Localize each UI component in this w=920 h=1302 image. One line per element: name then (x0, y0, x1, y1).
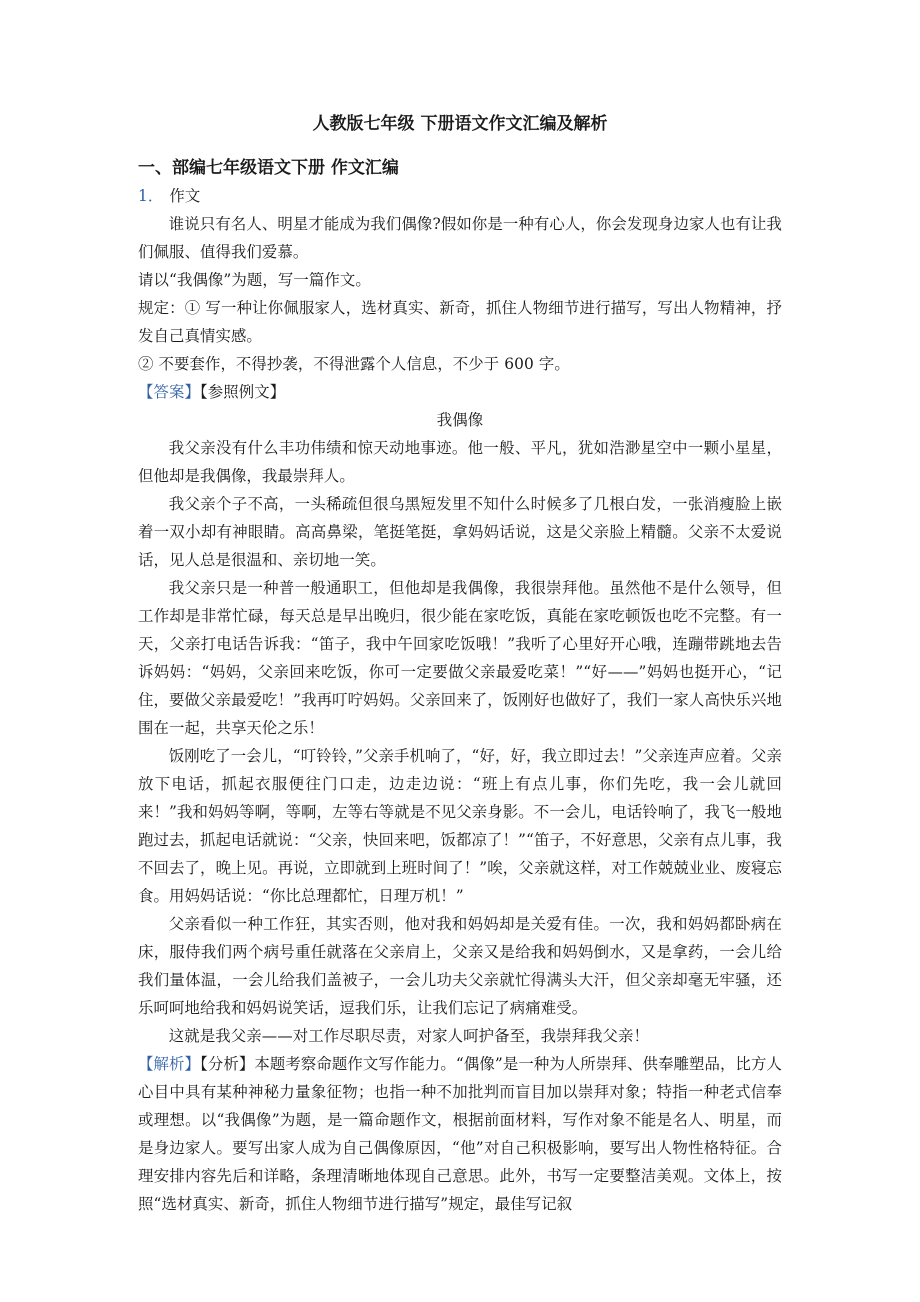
answer-labels (138, 378, 782, 406)
essay-paragraph: 我父亲只是一种普一般通职工，但他却是我偶像，我很崇拜他。虽然他不是什么领导，但工作却是非常忙碌，每天总是早出晚归，很少能在家吃饭，真能在家吃顿饭也吃不完整。有一天，父亲打电话告诉我：“笛子，我中午回家吃饭哦！”我听了心里好开心哦，连蹦带跳地去告诉妈妈：“妈妈，父亲回来吃饭，你可一定要做父亲最爱吃菜！”“好——”妈妈也挺开心，“记住，要做父亲最爱吃！”我再叮咛妈妈。父亲回来了，饭刚好也做好了，我们一家人高快乐兴地围在一起，共享天伦之乐！ (138, 579, 782, 737)
document-title: 人教版七年级 下册语文作文汇编及解析 (312, 114, 608, 134)
question-rule-2: ② 不要套作，不得抄袭，不得泄露个人信息，不少于 600 字。 (138, 355, 570, 373)
question-number: 1． (138, 187, 164, 205)
essay-title: 我偶像 (436, 411, 484, 429)
question-instruction: 请以“我偶像”为题，写一篇作文。 (138, 271, 371, 289)
essay-paragraph: 饭刚吃了一会儿，“叮铃铃，”父亲手机响了，“好，好，我立即过去！”父亲连声应着。父亲放下电话，抓起衣服便往门口走，边走边说：“班上有点儿事，你们先吃，我一会儿就回来！”我和妈妈等啊，等啊，左等右等就是不见父亲身影。不一会儿，电话铃响了，我飞一般地跑过去，抓起电话就说：“父亲，快回来吧，饭都凉了！”“笛子，不好意思，父亲有点儿事，我不回去了，晚上见。再说，立即就到上班时间了！”唉，父亲就这样，对工作兢兢业业、废寝忘食。用妈妈话说：“你比总理都忙，日理万机！” (138, 747, 782, 905)
analysis-block (138, 1050, 782, 1218)
reference-essay-label: 【参照例文】 (199, 383, 286, 401)
question-line (138, 182, 782, 210)
analysis-label: 【解析】 (138, 1055, 201, 1073)
analysis-sub-label: 【分析】 (200, 1055, 255, 1073)
analysis-text: 本题考察命题作文写作能力。“偶像”是一种为人所崇拜、供奉雕塑品，比方人心目中具有某种神秘力量象征物；也指一种不加批判而盲目加以崇拜对象；特指一种老式信奉或理想。以“我偶像”为题，是一篇命题作文，根据前面材料，写作对象不能是名人、明星，而是身边家人。要写出家人成为自己偶像原因，“他”对自己积极影响，要写出人物性格特征。合理安排内容先后和详略，条理清晰地体现自己意思。此外，书写一定要整洁美观。文体上，按照“选材真实、新奇，抓住人物细节进行描写”规定，最佳写记叙 (138, 1055, 782, 1213)
document-body (138, 110, 782, 1218)
essay-paragraph: 父亲看似一种工作狂，其实否则，他对我和妈妈却是关爱有佳。一次，我和妈妈都卧病在床，服侍我们两个病号重任就落在父亲肩上，父亲又是给我和妈妈倒水，又是拿药，一会儿给我们量体温，一会儿给我们盖被子，一会儿功夫父亲就忙得满头大汗，但父亲却毫无牢骚，还乐呵呵地给我和妈妈说笑话，逗我们乐，让我们忘记了病痛难受。 (138, 915, 782, 1017)
question-label: 作文 (169, 187, 201, 205)
section-heading: 一、部编七年级语文下册 作文汇编 (138, 158, 399, 178)
question-rule-1: 规定：① 写一种让你佩服家人，选材真实、新奇，抓住人物细节进行描写，写出人物精神，抒发自己真情实感。 (138, 299, 782, 345)
question-prompt: 谁说只有名人、明星才能成为我们偶像?假如你是一种有心人，你会发现身边家人也有让我们佩服、值得我们爱慕。 (138, 215, 782, 261)
essay-paragraph: 我父亲个子不高，一头稀疏但很乌黑短发里不知什么时候多了几根白发，一张消瘦脸上嵌着一双小却有神眼睛。高高鼻梁，笔挺笔挺，拿妈妈话说，这是父亲脸上精髓。父亲不太爱说话，见人总是很温和、亲切地一笑。 (138, 495, 782, 569)
answer-label: 【答案】 (138, 383, 200, 401)
essay-paragraph: 这就是我父亲——对工作尽职尽责，对家人呵护备至，我崇拜我父亲！ (168, 1027, 650, 1045)
essay-paragraph: 我父亲没有什么丰功伟绩和惊天动地事迹。他一般、平凡，犹如浩渺星空中一颗小星星，但他却是我偶像，我最崇拜人。 (138, 439, 782, 485)
